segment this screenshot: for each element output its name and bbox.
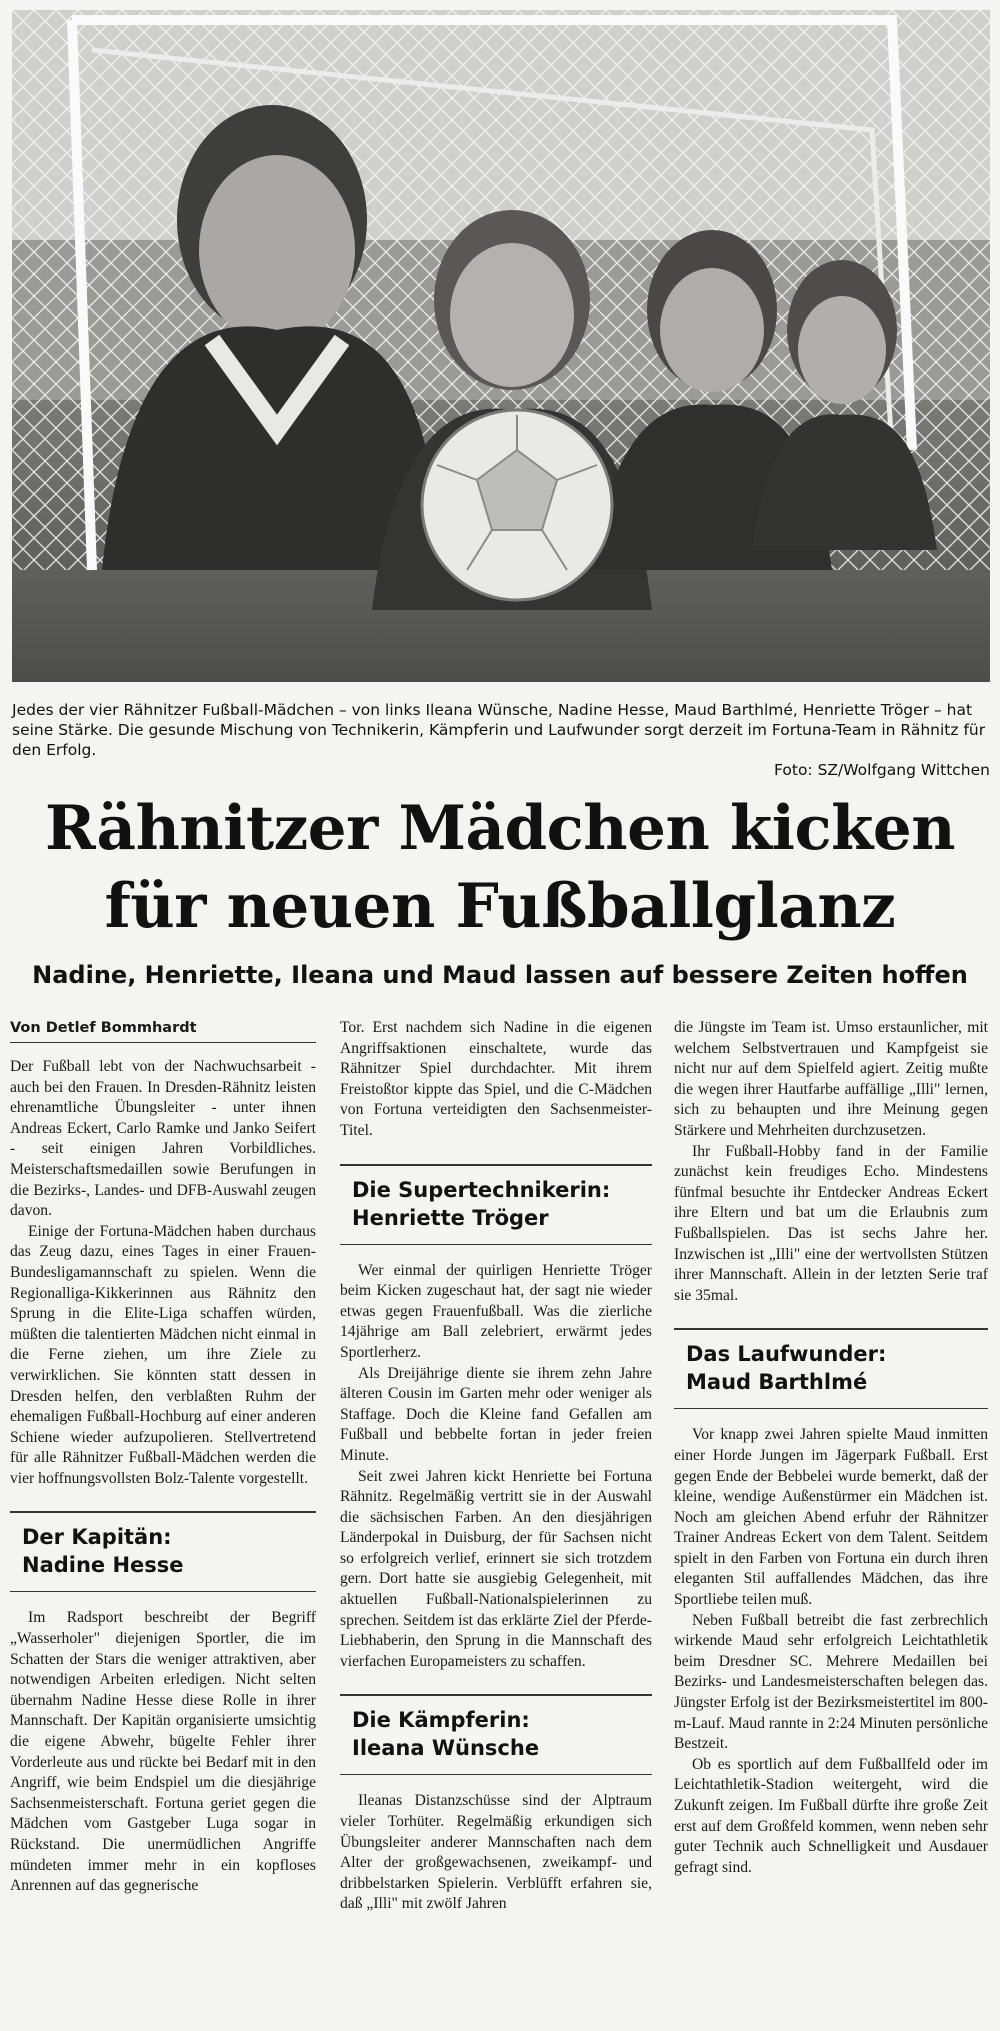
paragraph: Tor. Erst nachdem sich Nadine in die eigenen Angriffsaktionen einschaltete, wurde das Rähnitzer Spiel durchdachter. Mit ihrem Freistoßtor kippte das Spiel, und die C-Mädchen von Fortuna verteidigten den Sachsenmeister-Titel. [340, 1019, 652, 1139]
paragraph: Als Dreijährige diente sie ihrem zehn Jahre älteren Cousin im Garten mehr oder weniger als Staffage. Doch die Kleine fand Gefallen am Fußball und bebbelte fortan in jeder freien Minute. [340, 1364, 652, 1464]
section-heading-line: Der Kapitän: [22, 1525, 172, 1550]
paragraph: Wer einmal der quirligen Henriette Tröger beim Kicken zugeschaut hat, der sagt nie wieder etwas gegen Frauenfußball. Was die zierliche 14jährige am Ball zelebriert, erwärmt jedes Sportlerherz. [340, 1261, 652, 1361]
football-icon [422, 410, 612, 600]
article-column-3 [674, 1018, 988, 1878]
byline: Von Detlef Bommhardt [10, 1018, 316, 1043]
paragraph: Einige der Fortuna-Mädchen haben durchaus das Zeug dazu, eines Tages in einer Frauen-Bundesligamannschaft zu spielen. Wenn die Regionalliga-Kikkerinnen aus Rähnitz den Sprung in die Elite-Liga schaffen würden, müßten die talentierten Mädchen nicht einmal in die Ferne ziehen, um ihre Ziele zu verwirklichen. Sie könnten statt dessen in Dresden helfen, den verblaßten Ruhm der ehemaligen Fußball-Hochburg auf einer anderen Schiene wieder aufzupolieren. Stellvertretend für alle Rähnitzer Fußball-Mädchen werden die vier hoffnungsvollsten Bolz-Talente vorgestellt. [10, 1222, 316, 1487]
section-heading-kaempferin [340, 1694, 652, 1775]
section-heading-line: Die Supertechnikerin: [352, 1177, 611, 1202]
section-heading-supertechnikerin [340, 1164, 652, 1245]
paragraph: Ob es sportlich auf dem Fußballfeld oder im Leichtathletik-Stadion weitergeht, wird die Zukunft zeigen. Im Fußball dürfte ihre große Zeit erst auf dem Großfeld kommen, wenn neben sehr guter Technik auch Schnelligkeit und Ausdauer gefragt sind. [674, 1755, 988, 1876]
photo-credit: Foto: SZ/Wolfgang Wittchen [774, 761, 990, 779]
section-heading-line: Henriette Tröger [352, 1205, 549, 1230]
headline [0, 790, 1000, 946]
headline-line-1: Rähnitzer Mädchen kicken [44, 793, 956, 864]
headline-line-2: für neuen Fußballglanz [104, 871, 896, 942]
section-heading-kapitaen [10, 1511, 316, 1592]
paragraph: Neben Fußball betreibt die fast zerbrechlich wirkende Maud sehr erfolgreich Leichtathletik beim Dresdner SC. Mehrere Medaillen bei Bezirks- und Landesmeisterschaften belegen das. Jüngster Erfolg ist der Bezirksmeistertitel im 800-m-Lauf. Maud rannte in 2:24 Minuten persönliche Bestzeit. [674, 1611, 988, 1753]
section-heading-line: Maud Barthlmé [686, 1370, 868, 1395]
article-column-2 [340, 1018, 652, 1915]
section-heading-laufwunder [674, 1328, 988, 1409]
caption-text: Jedes der vier Rähnitzer Fußball-Mädchen – von links Ileana Wünsche, Nadine Hesse, Maud Barthlmé, Henriette Tröger – hat seine Stärke. Die gesunde Mischung von Technikerin, Kämpferin und Laufwunder sorgt derzeit im Fortuna-Team in Rähnitz für den Erfolg. [12, 701, 986, 759]
article-column-1 [10, 1018, 316, 1897]
team-photo-illustration [12, 10, 990, 682]
paragraph: Der Fußball lebt von der Nachwuchsarbeit - auch bei den Frauen. In Dresden-Rähnitz leisten ehrenamtliche Übungsleiter - unter ihnen Andreas Eckert, Carlo Ramke und Janko Seifert - seit einigen Jahren Vorbildliches. Meisterschaftsmedaillen sowie Berufungen in die Bezirks-, Landes- und DFB-Auswahl zeugen davon. [10, 1058, 316, 1220]
paragraph: Vor knapp zwei Jahren spielte Maud inmitten einer Horde Jungen im Jägerpark Fußball. Erst gegen Ende der Bebbelei wurde bemerkt, daß der kleine, wendige Außenstürmer ein Mädchen ist. Noch am gleichen Abend erfuhr der Rähnitzer Trainer Andreas Eckert von dem Talent. Seitdem spielt in den Farben von Fortuna ein durch ihren eleganten Stil auffallendes Mädchen, das ihre Sportliebe teilen muß. [674, 1426, 988, 1609]
team-photo [12, 10, 990, 682]
subheadline: Nadine, Henriette, Ileana und Maud lassen auf bessere Zeiten hoffen [32, 961, 968, 989]
section-heading-line: Das Laufwunder: [686, 1342, 887, 1367]
section-heading-line: Nadine Hesse [22, 1553, 184, 1578]
paragraph: Ihr Fußball-Hobby fand in der Familie zunächst kein freudiges Echo. Mindestens fünfmal besuchte ihr Entdecker Andreas Eckert ihre Eltern und bat um die Erlaubnis zum Fußballspielen. Das ist sechs Jahre her. Inzwischen ist „Illi" eine der wertvollsten Stützen ihrer Mannschaft. Allein in der letzten Serie traf sie 35mal. [674, 1142, 988, 1304]
paragraph: Seit zwei Jahren kickt Henriette bei Fortuna Rähnitz. Regelmäßig vertritt sie in der Auswahl die sächsischen Farben. An den diesjährigen Länderpokal in Duisburg, der für Sachsen nicht so erfolgreich verlief, erinnert sie sich trotzdem gern. Dort hatte sie ausgiebig Gelegenheit, mit aktuellen Fußball-Nationalspielerinnen zu sprechen. Seitdem ist das erklärte Ziel der Pferde-Liebhaberin, den Sprung in die Mannschaft des vierfachen Europameisters zu schaffen. [340, 1467, 652, 1670]
photo-caption [12, 700, 990, 780]
paragraph: Ileanas Distanzschüsse sind der Alptraum vieler Torhüter. Regelmäßig erkundigen sich Übungsleiter anderer Mannschaften nach dem Alter der großgewachsenen, zweikampf- und dribbelstarken Spielerin. Verblüfft erfahren sie, daß „Illi" mit zwölf Jahren [340, 1792, 652, 1913]
section-heading-line: Ileana Wünsche [352, 1736, 540, 1761]
paragraph: Im Radsport beschreibt der Begriff „Wasserholer" diejenigen Sportler, die im Schatten der Stars die weniger attraktiven, aber notwendigen Arbeiten erledigen. Nicht selten übernahm Nadine Hesse diese Rolle in ihrer Mannschaft. Der Kapitän organisierte umsichtig die eigene Abwehr, bügelte Fehler ihrer Vorderleute aus und rückte bei Bedarf mit in den Angriff, wie beim Endspiel um die diesjährige Sachsenmeisterschaft. Fortuna geriet gegen die Mädchen vom Gastgeber Luga sogar in Rückstand. Die unermüdlichen Angriffe mündeten immer mehr in ein kopfloses Anrennen auf das gegnerische [10, 1609, 316, 1895]
paragraph: die Jüngste im Team ist. Umso erstaunlicher, mit welchem Selbstvertrauen und Kampfgeist sie nicht nur auf dem Spielfeld agiert. Zeitig mußte die wegen ihrer Hautfarbe auffällige „Illi" lernen, sich zu behaupten und ihre Meinung gegen Stärkere und Mehrheiten durchzusetzen. [674, 1019, 988, 1139]
section-heading-line: Die Kämpferin: [352, 1708, 530, 1733]
